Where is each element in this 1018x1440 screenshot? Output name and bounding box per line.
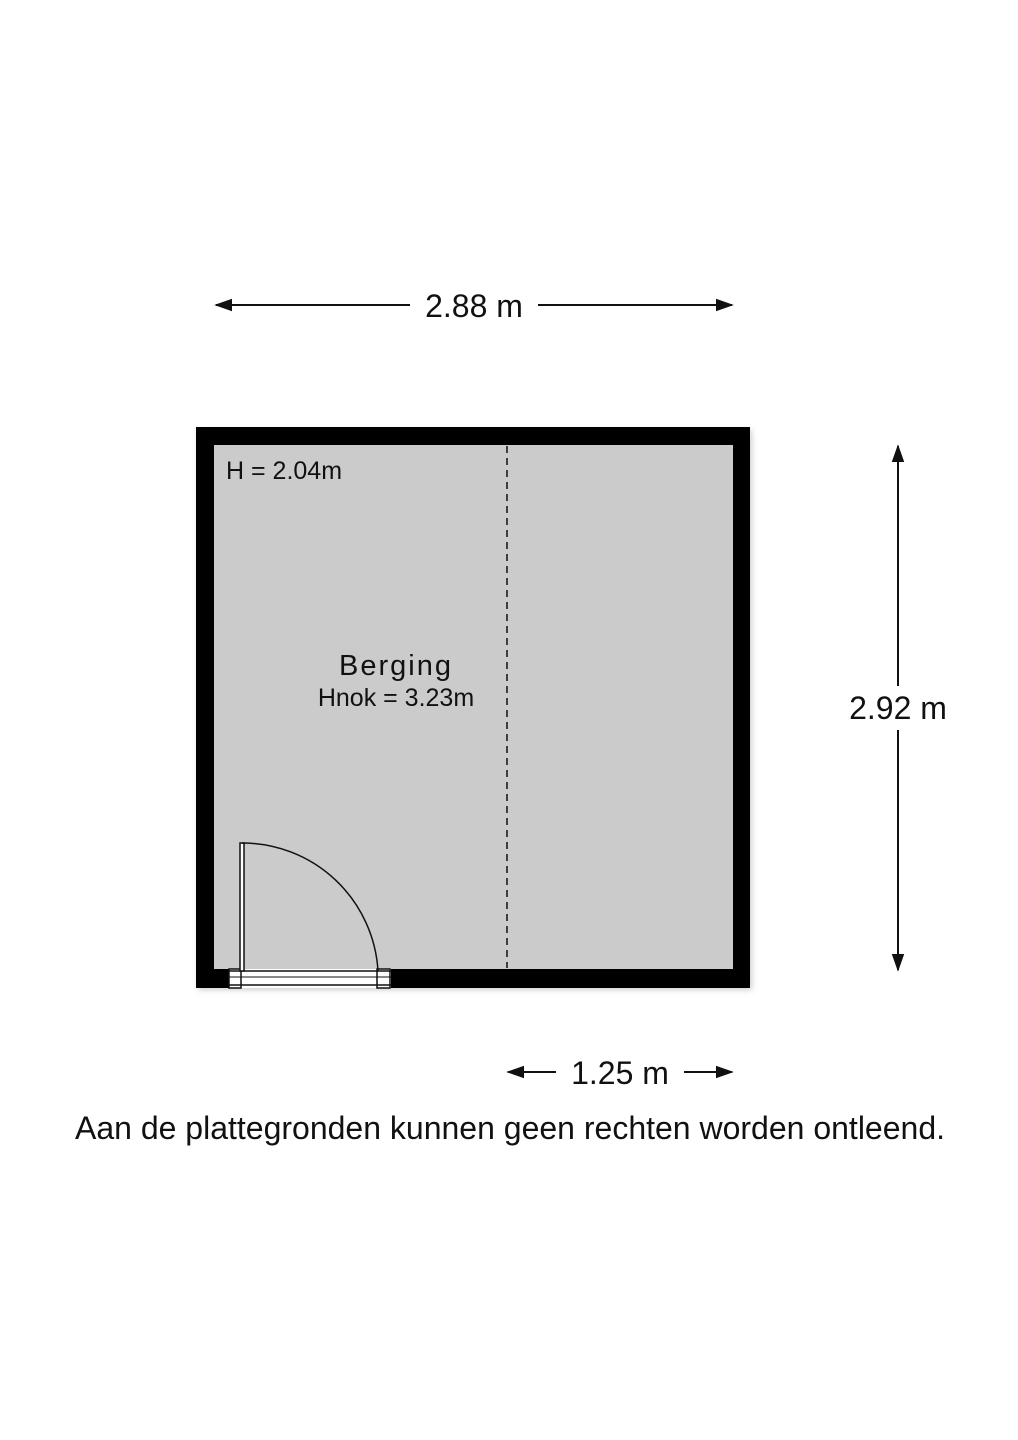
segment-dimension: [508, 1055, 732, 1091]
width-label: 2.88 m: [425, 288, 523, 324]
door-leaf: [240, 843, 244, 971]
wall-height-label: H = 2.04m: [226, 457, 343, 485]
room-name: Berging: [339, 650, 453, 682]
ridge-height-label: Hnok = 3.23m: [317, 684, 475, 712]
height-dimension: [849, 446, 947, 970]
height-label: 2.92 m: [849, 690, 947, 726]
room-berging: [196, 427, 752, 990]
segment-label: 1.25 m: [571, 1055, 669, 1091]
width-dimension: [216, 288, 732, 324]
disclaimer-text: Aan de plattegronden kunnen geen rechten worden ontleend.: [74, 1110, 946, 1146]
